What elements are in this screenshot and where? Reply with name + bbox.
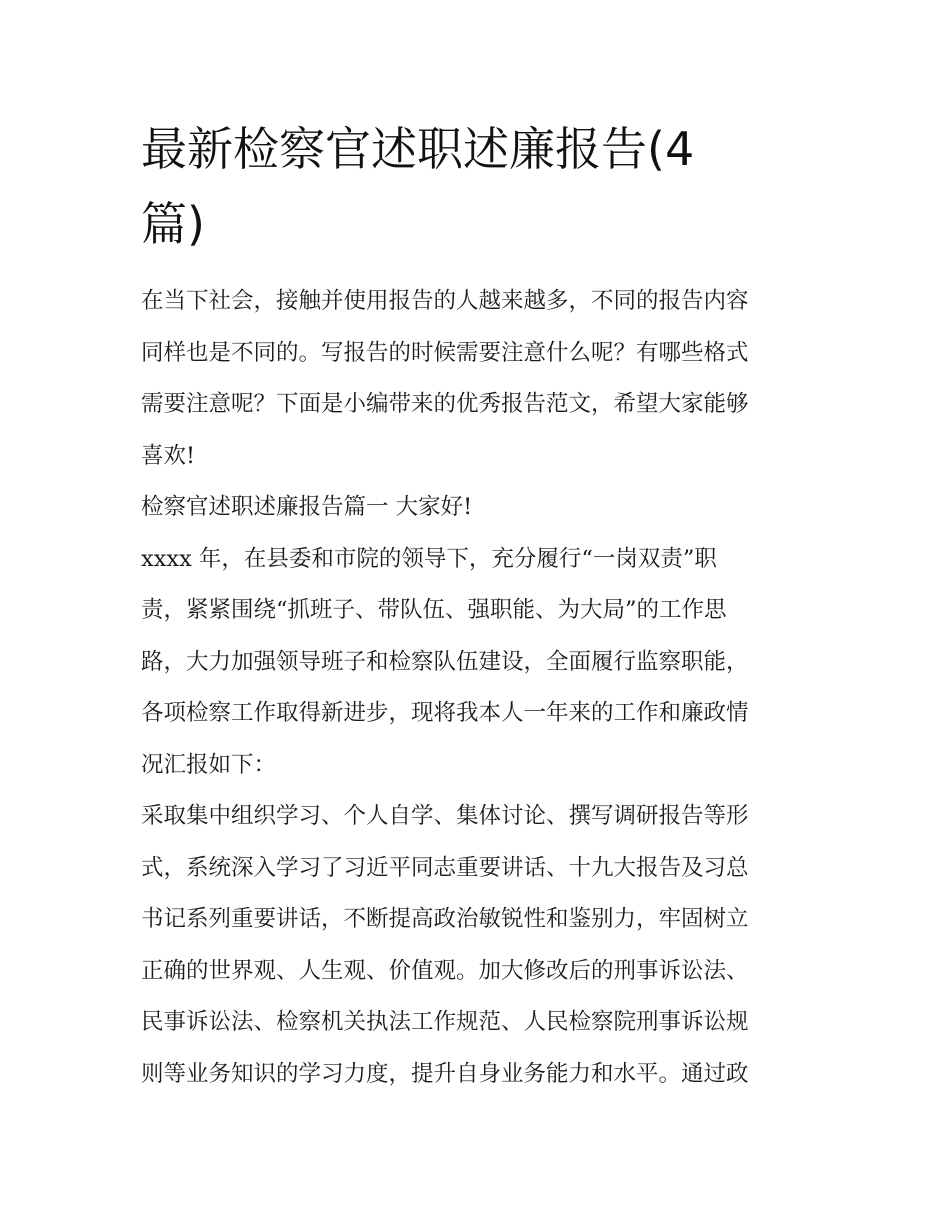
paragraph-line: 民事诉讼法、检察机关执法工作规范、人民检察院刑事诉讼规: [141, 1009, 749, 1035]
paragraph-line: 路，大力加强领导班子和检察队伍建设，全面履行监察职能，: [141, 648, 749, 675]
title-line: 篇): [141, 197, 205, 251]
paragraph-line: 式，系统深入学习了习近平同志重要讲话、十九大报告及习总: [141, 854, 749, 881]
paragraph-line: 各项检察工作取得新进步，现将我本人一年来的工作和廉政情: [141, 700, 749, 726]
paragraph-line: 责，紧紧围绕“抓班子、带队伍、强职能、为大局”的工作思: [141, 597, 727, 623]
intro-line: 同样也是不同的。写报告的时候需要注意什么呢？有哪些格式: [141, 339, 749, 366]
document-title: [141, 112, 813, 262]
intro-line: 在当下社会，接触并使用报告的人越来越多，不同的报告内容: [141, 288, 749, 314]
paragraph-line: 采取集中组织学习、个人自学、集体讨论、撰写调研报告等形: [141, 803, 749, 829]
paragraph-line: xxxx 年，在县委和市院的领导下，充分履行“一岗双责”职: [141, 545, 717, 572]
intro-line: 喜欢!: [141, 442, 196, 469]
paragraph-line: 则等业务知识的学习力度，提升自身业务能力和水平。通过政: [141, 1060, 749, 1087]
intro-line: 需要注意呢？下面是小编带来的优秀报告范文，希望大家能够: [141, 391, 749, 417]
title-line: 最新检察官述职述廉报告(4: [141, 122, 695, 176]
paragraph-line: 正确的世界观、人生观、价值观。加大修改后的刑事诉讼法、: [141, 957, 749, 984]
document-body: [141, 276, 813, 1100]
paragraph-line: 况汇报如下：: [141, 751, 277, 778]
paragraph-line: 书记系列重要讲话，不断提高政治敏锐性和鉴别力，牢固树立: [141, 906, 749, 932]
section-heading-line: 检察官述职述廉报告篇一 大家好!: [141, 494, 473, 520]
document-content: [141, 112, 813, 1100]
